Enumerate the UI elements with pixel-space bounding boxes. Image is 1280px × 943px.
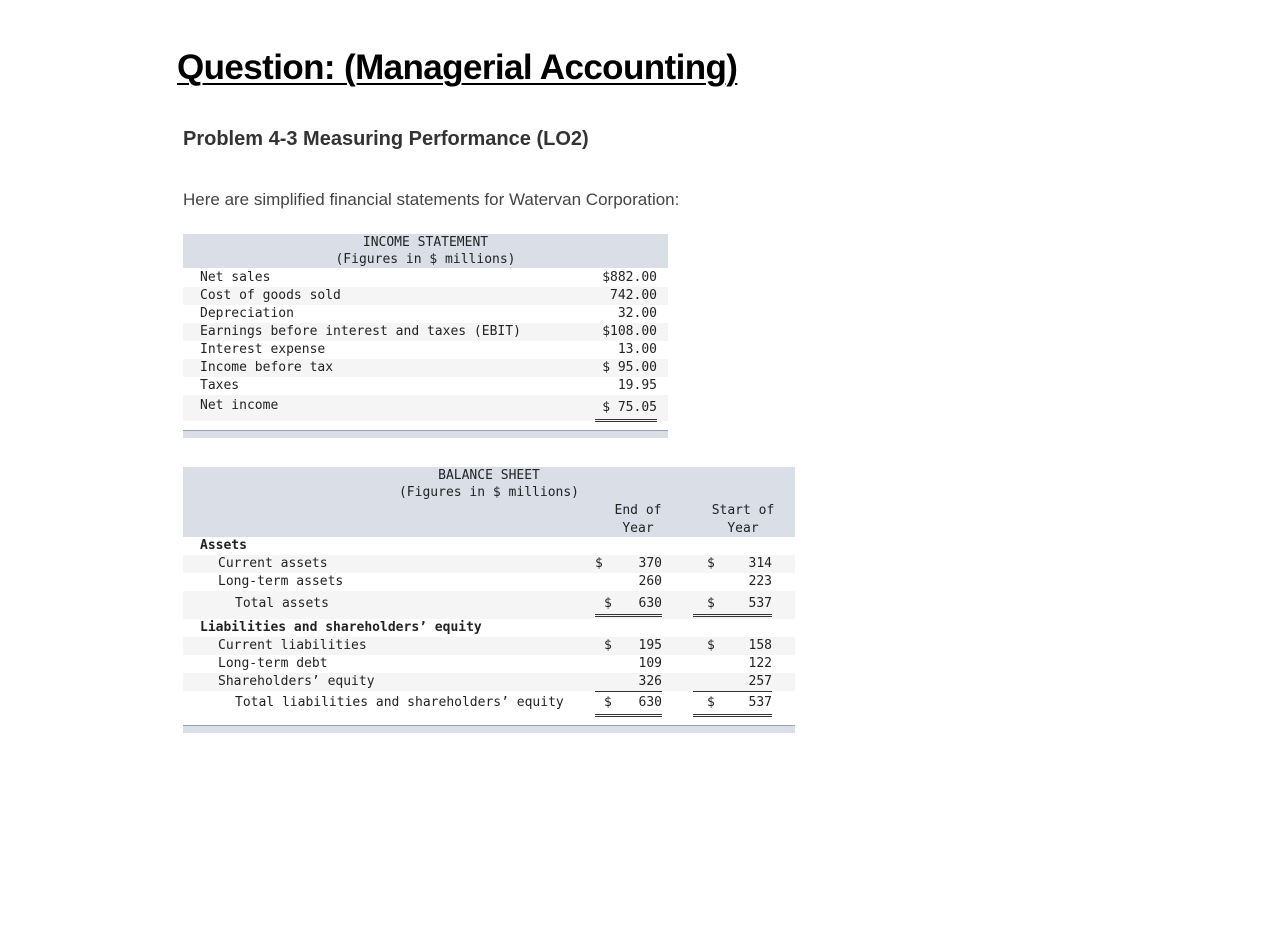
row-label: Current liabilities — [218, 638, 367, 653]
start-of-year-value: 223 — [693, 573, 772, 592]
table-row — [183, 673, 795, 691]
row-label: Net sales — [200, 270, 271, 285]
table-row — [183, 323, 668, 341]
start-of-year-value: 314 — [748, 556, 772, 571]
balance-sheet-header — [183, 467, 795, 537]
table-row — [183, 691, 795, 719]
section-header — [183, 619, 795, 637]
balance-sheet-title: BALANCE SHEET — [438, 468, 540, 483]
table-row — [183, 287, 668, 305]
end-of-year-value: 260 — [595, 573, 662, 592]
start-of-year-value: 122 — [748, 656, 772, 671]
start-of-year-value: 158 — [748, 638, 772, 653]
income-statement-subtitle: (Figures in $ millions) — [335, 252, 516, 267]
dollar-sign: $ — [707, 638, 715, 653]
table-row — [183, 395, 668, 421]
dollar-sign: $ — [604, 638, 612, 653]
dollar-sign: $ — [595, 556, 603, 571]
row-label: Depreciation — [200, 306, 294, 321]
row-value: 13.00 — [580, 341, 657, 360]
table-row — [183, 591, 795, 619]
start-of-year-value: 537 — [748, 596, 772, 611]
table-row — [183, 341, 668, 359]
income-statement-table — [183, 234, 668, 438]
row-label: Long-term debt — [218, 656, 328, 671]
dollar-sign: $ — [604, 596, 612, 611]
row-label: Shareholders’ equity — [218, 674, 375, 689]
row-value: $882.00 — [602, 270, 657, 285]
liabilities-heading: Liabilities and shareholders’ equity — [200, 620, 482, 635]
income-statement-header — [183, 234, 668, 268]
table-row — [183, 655, 795, 673]
balance-sheet-subtitle: (Figures in $ millions) — [398, 485, 579, 500]
table-row — [183, 573, 795, 591]
row-label: Earnings before interest and taxes (EBIT) — [200, 324, 521, 339]
assets-heading: Assets — [200, 538, 247, 553]
row-value: 742.00 — [610, 288, 657, 303]
section-header — [183, 537, 795, 555]
dollar-sign: $ — [707, 596, 715, 611]
table-row — [183, 269, 668, 287]
row-label: Income before tax — [200, 360, 334, 375]
row-value: 32.00 — [580, 305, 657, 324]
row-value: $108.00 — [602, 324, 657, 339]
table-row — [183, 555, 795, 573]
row-label: Long-term assets — [218, 574, 344, 589]
start-of-year-value: 257 — [693, 673, 772, 692]
table-row — [183, 305, 668, 323]
end-of-year-value: 326 — [595, 673, 662, 692]
start-of-year-value: 537 — [748, 695, 772, 710]
table-footer — [183, 430, 668, 438]
table-row — [183, 637, 795, 655]
income-statement-title: INCOME STATEMENT — [362, 235, 489, 250]
table-row — [183, 359, 668, 377]
row-label: Net income — [200, 398, 279, 413]
row-label: Total assets — [235, 596, 329, 611]
row-label: Taxes — [200, 378, 240, 393]
row-label: Interest expense — [200, 342, 326, 357]
page-heading: Question: (Managerial Accounting) — [177, 48, 738, 87]
table-row — [183, 377, 668, 395]
dollar-sign: $ — [707, 556, 715, 571]
end-of-year-value: 630 — [638, 695, 662, 710]
column-header-end-line2: Year — [622, 521, 654, 536]
row-label: Cost of goods sold — [200, 288, 341, 303]
end-of-year-value: 630 — [638, 596, 662, 611]
column-header-start-line1: Start of — [711, 503, 775, 518]
dollar-sign: $ — [707, 695, 715, 710]
column-header-start-line2: Year — [727, 521, 759, 536]
row-value: 19.95 — [580, 377, 657, 396]
end-of-year-value: 370 — [638, 556, 662, 571]
row-label: Total liabilities and shareholders’ equity — [235, 695, 564, 710]
end-of-year-value: 109 — [638, 656, 662, 671]
dollar-sign: $ — [604, 695, 612, 710]
problem-title: Problem 4-3 Measuring Performance (LO2) — [183, 128, 589, 150]
problem-intro: Here are simplified financial statements for Watervan Corporation: — [183, 190, 680, 209]
row-value: $ 95.00 — [602, 360, 657, 375]
balance-sheet-table — [183, 467, 795, 733]
row-label: Current assets — [218, 556, 328, 571]
end-of-year-value: 195 — [638, 638, 662, 653]
table-footer — [183, 725, 795, 733]
row-value: $ 75.05 — [595, 397, 657, 422]
column-header-end-line1: End of — [614, 503, 662, 518]
